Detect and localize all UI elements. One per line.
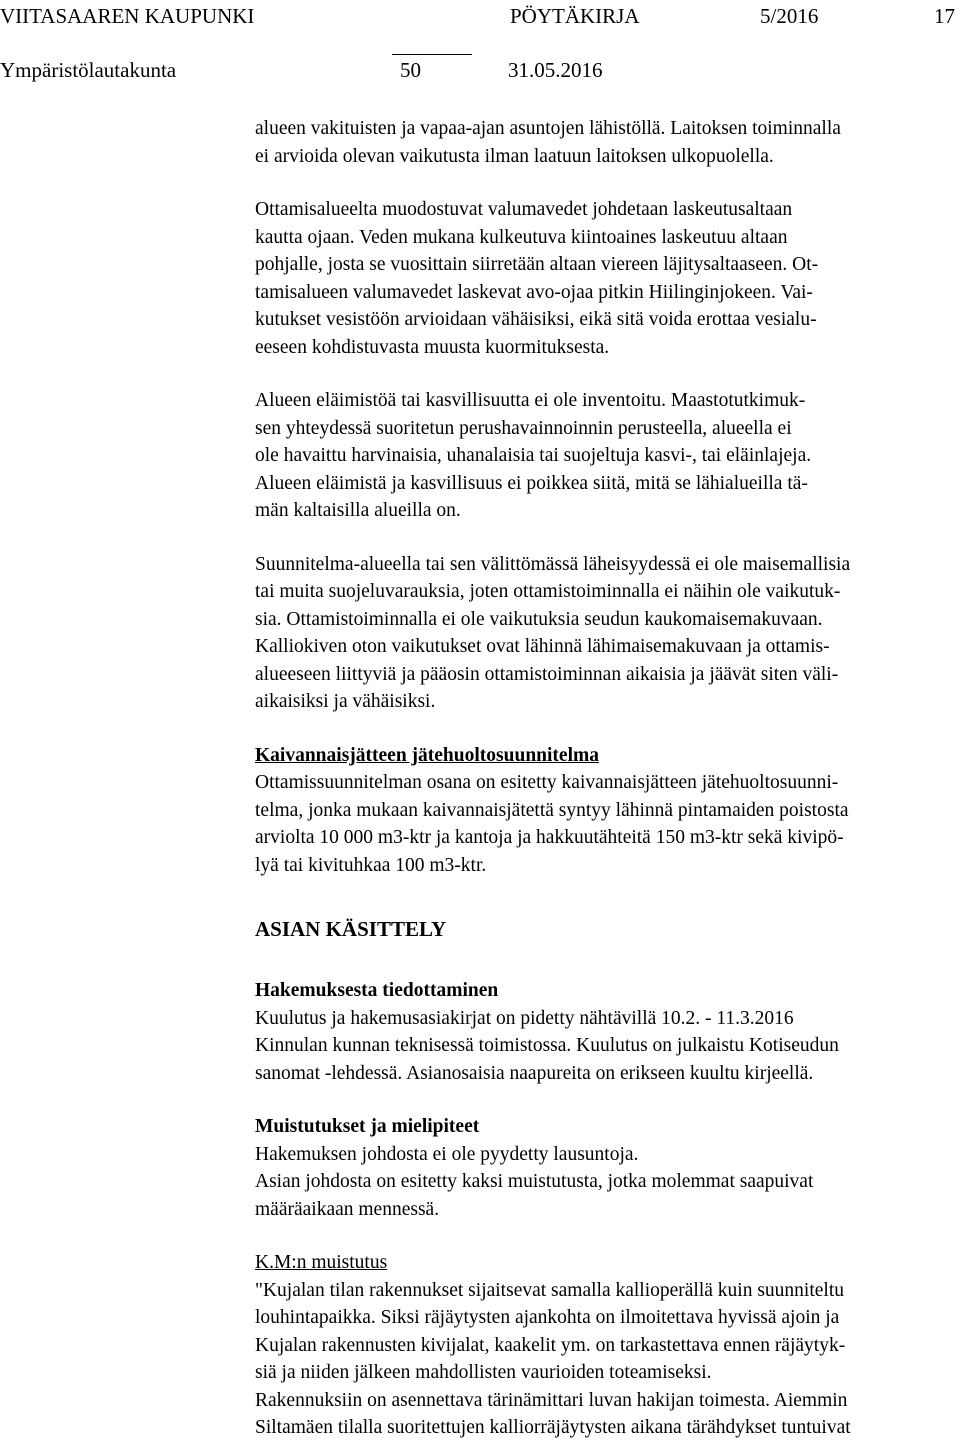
document-body [255,115,960,1442]
meeting-date: 31.05.2016 [508,58,603,82]
text-line: pohjalle, josta se vuosittain siirretään altaan viereen läjitysaltaaseen. Ot- [255,254,819,275]
paragraph-fauna-flora [255,387,960,525]
section-divider [392,54,472,55]
text-line: Alueen eläimistöä tai kasvillisuutta ei ole inventoitu. Maastotutkimuk- [255,390,806,411]
text-line: Suunnitelma-alueella tai sen välittömässä läheisyydessä ei ole maisemallisia [255,553,851,575]
km-remark-heading: K.M:n muistutus [255,1252,388,1273]
paragraph-km-remark [255,1249,960,1442]
text-line: Kujalan rakennusten kivijalat, kaakelit ym. on tarkastettava ennen räjäytyk- [255,1334,846,1356]
text-line: sanomat -lehdessä. Asianosaisia naapureita on erikseen kuultu kirjeellä. [255,1062,814,1084]
text-line: kutukset vesistöön arvioidaan vähäisiksi, eikä sitä voida erottaa vesialu- [255,309,817,330]
text-line: Kinnulan kunnan teknisessä toimistossa. Kuulutus on julkaistu Kotiseudun [255,1035,839,1056]
issue-number: 5/2016 [760,4,819,28]
org-name: VIITASAAREN KAUPUNKI [0,4,255,28]
text-line: Kalliokiven oton vaikutukset ovat lähinnä lähimaisemakuvaan ja ottamis- [255,636,830,657]
text-line: tamisalueen valumavedet laskevat avo-ojaa pitkin Hiilinginjokeen. Vai- [255,281,813,303]
text-line: siä ja niiden jälkeen mahdollisten vaurioiden toteamiseksi. [255,1362,712,1383]
page-number: 17 [934,4,955,28]
paragraph-runoff [255,196,960,361]
text-line: louhintapaikka. Siksi räjäytysten ajankohta on ilmoitettava hyvissä ajoin ja [255,1307,840,1328]
section-number: 50 [400,58,421,82]
document-type: PÖYTÄKIRJA [510,4,640,28]
text-line: Hakemuksen johdosta ei ole pyydetty lausuntoja. [255,1143,639,1165]
text-line: alueeseen liittyviä ja pääosin ottamistoiminnan aikaisia ja jäävät siten väli- [255,663,839,685]
text-line: ei arvioida olevan vaikutusta ilman laatuun laitoksen ulkopuolella. [255,145,774,167]
text-line: Alueen eläimistä ja kasvillisuus ei poikkea siitä, mitä se lähialueilla tä- [255,472,808,494]
paragraph-remarks [255,1113,960,1223]
text-line: arviolta 10 000 m3-ktr ja kantoja ja hakkuutähteitä 150 m3-ktr sekä kivipö- [255,827,844,848]
text-line: telma, jonka mukaan kaivannaisjätettä syntyy lähinnä pintamaiden poistosta [255,799,849,821]
text-line: kautta ojaan. Veden mukana kulkeutuva kiintoaines laskeutuu altaan [255,226,788,248]
committee-name: Ympäristölautakunta [0,58,177,82]
text-line: "Kujalan tilan rakennukset sijaitsevat samalla kallioperällä kuin suunniteltu [255,1279,845,1301]
text-line: aikaisiksi ja vähäisiksi. [255,691,436,712]
text-line: tai muita suojeluvarauksia, joten ottamistoiminnalla ei näihin ole vaikutuk- [255,581,841,602]
text-line: ole havaittu harvinaisia, uhanalaisia tai suojeltuja kasvi-, tai eläinlajeja. [255,445,812,466]
text-line: sen yhteydessä suoritetun perushavainnoinnin perusteella, alueella ei [255,417,792,439]
text-line: Siltamäen tilalla suoritettujen kalliorräjäytysten aikana tärähdykset tuntuivat [255,1417,851,1438]
text-line: män kaltaisilla alueilla on. [255,500,461,521]
paragraph-waste-plan [255,742,960,880]
notice-heading: Hakemuksesta tiedottaminen [255,980,499,1001]
text-line: sia. Ottamistoiminnalla ei ole vaikutuksia seudun kaukomaisemakuvaan. [255,608,823,630]
paragraph-notice [255,977,960,1087]
waste-plan-heading: Kaivannaisjätteen jätehuoltosuunnitelma [255,744,599,766]
text-line: eeseen kohdistuvasta muusta kuormituksesta. [255,336,610,358]
text-line: lyä tai kivituhkaa 100 m3-ktr. [255,854,487,876]
text-line: Ottamisalueelta muodostuvat valumavedet johdetaan laskeutusaltaan [255,199,793,220]
text-line: Rakennuksiin on asennettava tärinämittari luvan hakijan toimesta. Aiemmin [255,1389,848,1411]
text-line: Kuulutus ja hakemusasiakirjat on pidetty nähtävillä 10.2. - 11.3.2016 [255,1007,794,1029]
case-handling-heading: ASIAN KÄSITTELY [255,917,447,941]
text-line: Ottamissuunnitelman osana on esitetty kaivannaisjätteen jätehuoltosuunni- [255,772,839,793]
remarks-heading: Muistutukset ja mielipiteet [255,1116,480,1137]
text-line: määräaikaan mennessä. [255,1198,440,1220]
text-line: alueen vakituisten ja vapaa-ajan asuntojen lähistöllä. Laitoksen toiminnalla [255,118,841,139]
paragraph-landscape [255,551,960,716]
text-line: Asian johdosta on esitetty kaksi muistutusta, jotka molemmat saapuivat [255,1171,814,1192]
paragraph-impact-air [255,115,960,170]
